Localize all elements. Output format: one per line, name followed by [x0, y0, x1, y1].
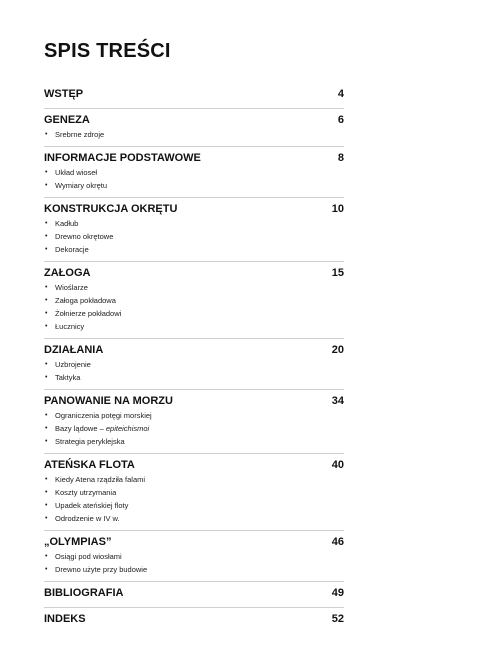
- toc-section-atenska-flota: [44, 453, 344, 530]
- section-title[interactable]: PANOWANIE NA MORZU: [44, 395, 173, 407]
- bullet-icon: •: [45, 310, 48, 317]
- list-item[interactable]: • Łucznicy: [45, 322, 85, 331]
- section-page: 20: [331, 344, 344, 356]
- toc-section-konstrukcja-okretu: [44, 197, 344, 261]
- list-item[interactable]: • Kadłub: [45, 219, 79, 228]
- toc-section-olympias: [44, 530, 344, 581]
- bullet-icon: •: [45, 284, 48, 291]
- section-page: 10: [331, 203, 344, 215]
- section-title[interactable]: ATEŃSKA FLOTA: [44, 459, 135, 471]
- list-item[interactable]: • Żołnierze pokładowi: [45, 309, 122, 318]
- list-item[interactable]: • Wioślarze: [45, 283, 88, 292]
- list-item[interactable]: • Drewno okrętowe: [45, 232, 114, 241]
- bullet-icon: •: [45, 131, 48, 138]
- toc-section-indeks: [44, 607, 344, 633]
- bullet-icon: •: [45, 489, 48, 496]
- page-title: SPIS TREŚCI: [44, 40, 171, 62]
- list-item[interactable]: • Osiągi pod wiosłami: [45, 552, 122, 561]
- bullet-icon: •: [45, 515, 48, 522]
- section-title[interactable]: WSTĘP: [44, 88, 84, 100]
- section-page: 52: [331, 613, 344, 625]
- toc-section-panowanie-na-morzu: [44, 389, 344, 453]
- section-title[interactable]: BIBLIOGRAFIA: [44, 587, 124, 599]
- bullet-icon: •: [45, 233, 48, 240]
- list-item[interactable]: • Upadek ateńskiej floty: [45, 501, 129, 510]
- toc-section-geneza: [44, 108, 344, 146]
- section-page: 4: [337, 88, 344, 100]
- list-item[interactable]: • Dekoracje: [45, 245, 89, 254]
- bullet-icon: •: [45, 566, 48, 573]
- bullet-icon: •: [45, 297, 48, 304]
- section-title[interactable]: ZAŁOGA: [44, 267, 91, 279]
- bullet-icon: •: [45, 182, 48, 189]
- list-item[interactable]: • Drewno użyte przy budowie: [45, 565, 148, 574]
- section-title[interactable]: INDEKS: [44, 613, 86, 625]
- list-item[interactable]: • Bazy lądowe – epiteichismoi: [45, 424, 150, 433]
- section-title[interactable]: KONSTRUKCJA OKRĘTU: [44, 203, 178, 215]
- list-item[interactable]: • Odrodzenie w IV w.: [45, 514, 120, 523]
- bullet-icon: •: [45, 361, 48, 368]
- section-title[interactable]: INFORMACJE PODSTAWOWE: [44, 152, 201, 164]
- list-item[interactable]: • Uzbrojenie: [45, 360, 91, 369]
- toc-section-wstep: [44, 86, 344, 108]
- toc-section-bibliografia: [44, 581, 344, 607]
- bullet-icon: •: [45, 246, 48, 253]
- bullet-icon: •: [45, 412, 48, 419]
- italic-term: epiteichismoi: [105, 424, 150, 433]
- section-title[interactable]: DZIAŁANIA: [44, 344, 104, 356]
- section-page: 46: [331, 536, 344, 548]
- list-item[interactable]: • Załoga pokładowa: [45, 296, 116, 305]
- list-item[interactable]: • Ograniczenia potęgi morskiej: [45, 411, 152, 420]
- section-title[interactable]: „OLYMPIAS”: [44, 536, 112, 548]
- bullet-icon: •: [45, 220, 48, 227]
- toc-section-informacje-podstawowe: [44, 146, 344, 197]
- bullet-icon: •: [45, 553, 48, 560]
- bullet-icon: •: [45, 425, 48, 432]
- toc-section-dzialania: [44, 338, 344, 389]
- list-item[interactable]: • Kiedy Atena rządziła falami: [45, 475, 146, 484]
- section-page: 40: [331, 459, 344, 471]
- section-title[interactable]: GENEZA: [44, 114, 90, 126]
- toc-section-zaloga: [44, 261, 344, 338]
- list-item[interactable]: • Koszty utrzymania: [45, 488, 117, 497]
- list-item[interactable]: • Srebrne zdroje: [45, 130, 105, 139]
- section-page: 15: [331, 267, 344, 279]
- list-item[interactable]: • Wymiary okrętu: [45, 181, 108, 190]
- bullet-icon: •: [45, 502, 48, 509]
- bullet-icon: •: [45, 323, 48, 330]
- list-item[interactable]: • Układ wioseł: [45, 168, 98, 177]
- section-page: 6: [337, 114, 344, 126]
- table-of-contents: [44, 86, 344, 633]
- section-page: 34: [331, 395, 344, 407]
- section-page: 49: [331, 587, 344, 599]
- bullet-icon: •: [45, 476, 48, 483]
- bullet-icon: •: [45, 169, 48, 176]
- bullet-icon: •: [45, 438, 48, 445]
- list-item[interactable]: • Taktyka: [45, 373, 81, 382]
- list-item[interactable]: • Strategia peryklejska: [45, 437, 125, 446]
- bullet-icon: •: [45, 374, 48, 381]
- section-page: 8: [337, 152, 344, 164]
